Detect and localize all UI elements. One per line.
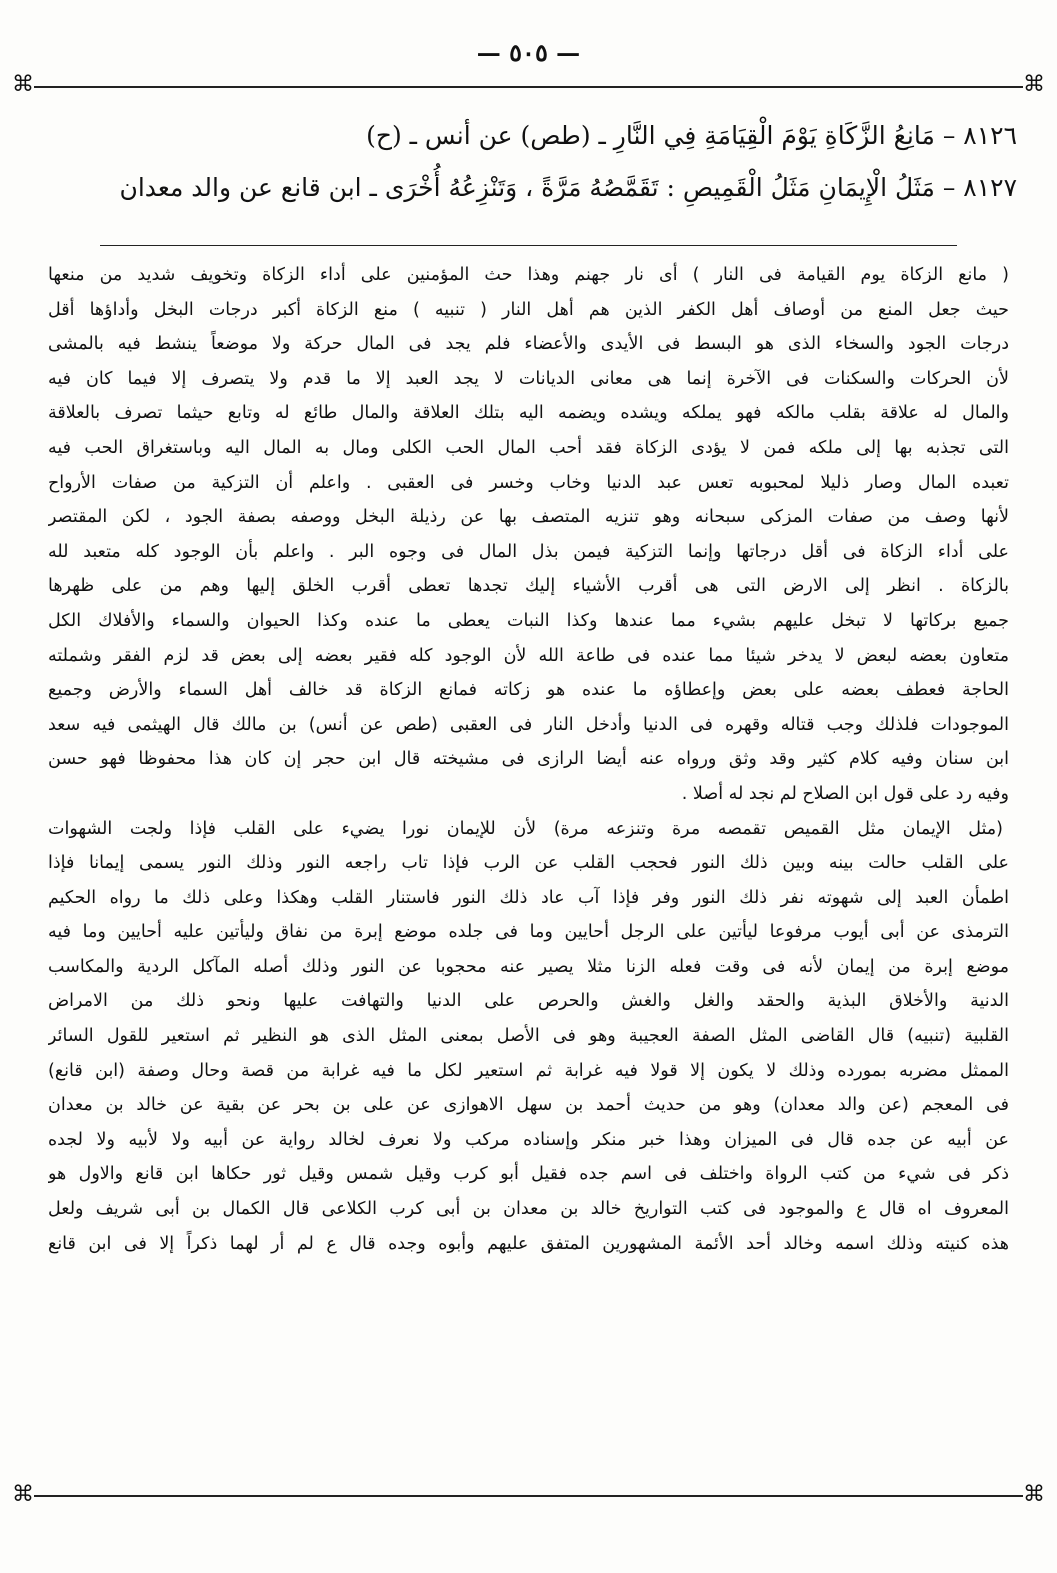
page-number: — ٥٠٥ — bbox=[476, 38, 581, 67]
commentary-text bbox=[48, 258, 1009, 1261]
commentary-line: درجات الجود والسخاء الذى هو البسط فى الأيدى والأعضاء فلم يجد فى المال حركة ولا موضعاً ينشط فيه بالمشى bbox=[48, 334, 1009, 355]
commentary-line: عن أبيه عن جده قال فى الميزان وهذا خبر منكر وإسناده مركب ولا نعرف لخالد رواية عن أبيه ولا لأبيه ولا لجده bbox=[48, 1129, 1009, 1150]
commentary-line: القلبية (تنبيه) قال القاضى المثل الصفة العجيبة وهو فى الأصل بمعنى المثل الذى هو النظير ثم استعير للقول السائر bbox=[48, 1026, 1009, 1047]
commentary-line: فى المعجم (عن والد معدان) وهو من حديث أحمد بن سهل الاهوازى عن على بن بحر عن بقية عن خالد بن معدان bbox=[48, 1095, 1009, 1116]
hadith-entries bbox=[40, 110, 1017, 214]
commentary-line: تعبده المال وصار ذليلا لمحبوبه تعس عبد الدنيا وخاب وخسر فى العقبى . واعلم أن التزكية من صفات الأرواح bbox=[48, 472, 1009, 493]
top-frame-rule bbox=[34, 86, 1023, 88]
corner-ornament-icon: ⌘ bbox=[12, 1482, 34, 1507]
hadith-entry-8127: ٨١٢٧ – مَثَلُ الْإِيمَانِ مَثَلُ الْقَمِيصِ : تَقَمَّصُهُ مَرَّةً ، وَتَنْزِعُهُ أُخْرَى ـ ابن قانع عن والد معدان bbox=[119, 173, 1017, 202]
commentary-line: التى تجذبه بها إلى ملكه فمن لا يؤدى الزكاة فقد أحب المال الحب الكلى ومال به المال اليه وباستغراق الحب فيه bbox=[48, 437, 1009, 458]
commentary-line: والمال له علاقة بقلب مالكه فهو يملكه ويشده ويضمه اليه بتلك العلاقة والمال طائع له وتابع حيثما تصرف بالعلاقة bbox=[48, 403, 1009, 424]
commentary-line: الممثل مضربه بمورده وذلك لا يكون إلا قولا فيه غرابة ثم استعير لكل ما فيه غرابة من قصة وحال وصفة (ابن قانع) bbox=[48, 1060, 1009, 1081]
commentary-line: اطمأن العبد إلى شهوته نفر ذلك النور وفر فإذا آب عاد ذلك النور فاستنار القلب وهكذا وعلى ذلك ما رواه الحكيم bbox=[48, 887, 1009, 908]
commentary-line: لأنها وصف من صفات المزكى سبحانه وهو تنزيه المتصف بها عن رذيلة البخل ووصفه بصفة الجود ، لكن المقتصر bbox=[48, 507, 1009, 528]
commentary-line: ابن سنان وفيه كلام كثير وقد وثق ورواه عنه أيضا الرازى فى مشيخته قال ابن حجر إن كان هذا محفوظا فهو حسن bbox=[48, 749, 1009, 770]
corner-ornament-icon: ⌘ bbox=[12, 72, 34, 97]
commentary-line: موضع إبرة من إيمان لأنه فى وقت فعله الزنا مثلا يصير عنه محجوبا عن النور وذلك أصله المآكل الردية والمكاسب bbox=[48, 956, 1009, 977]
commentary-line: وفيه رد على قول ابن الصلاح لم نجد له أصلا . bbox=[681, 783, 1009, 804]
commentary-line: متعاون بعضه لبعض لا يدخر شيئا مما عنده فى طاعة الله لأن الوجود كله فقير بعضه إلى بعض قد لزم الفقر وشملته bbox=[48, 645, 1009, 666]
commentary-line: هذه كنيته وذلك اسمه وخالد أحد الأئمة المشهورين المتفق عليهم وأبوه وجده قال ع لم أر لهما ذكراً إلا فى ابن قانع bbox=[48, 1233, 1009, 1254]
commentary-line: الحاجة فعطف بعضه على بعض وإعطاؤه ما عنده هو زكاته فمانع الزكاة قد خالف أهل السماء والأرض وجميع bbox=[48, 680, 1009, 701]
commentary-line: ذكر فى شيء من كتب الرواة واختلف فى اسم جده فقيل أبو كرب وقيل شمس وقيل ثور حكاها ابن قانع والاول هو bbox=[48, 1164, 1009, 1185]
section-divider bbox=[100, 245, 957, 246]
commentary-line: الترمذى عن أبى أيوب مرفوعا ليأتين على الرجل أحايين وما فى جلده موضع إبرة من نفاق وليأتين عليه أحايين وما فيه bbox=[48, 922, 1009, 943]
corner-ornament-icon: ⌘ bbox=[1023, 1482, 1045, 1507]
hadith-entry-8126: ٨١٢٦ – مَانِعُ الزَّكَاةِ يَوْمَ الْقِيَامَةِ فِي النَّارِ ـ (طص) عن أنس ـ (ح) bbox=[366, 121, 1017, 150]
commentary-line: جميع بركاتها لا تبخل عليهم بشيء مما عندها وكذا النبات يعطى ما عنده وكذا الحيوان والسماء والأفلاك الكل bbox=[48, 610, 1009, 631]
commentary-line: الموجودات فلذلك وجب قتاله وقهره فى الدنيا وأدخل النار فى العقبى (طص عن أنس) بن مالك قال الهيثمى فيه سعد bbox=[48, 714, 1009, 735]
commentary-line: على أداء الزكاة فى أقل درجاتها وإنما التزكية فيمن بذل المال فى وجوه البر . واعلم بأن الوجود كله متعبد لله bbox=[48, 541, 1009, 562]
commentary-line: بالزكاة . انظر إلى الارض التى هى أقرب الأشياء إليك تجدها تعطى أقرب الخلق إليها وهم من على ظهرها bbox=[48, 576, 1009, 597]
commentary-line: ( مانع الزكاة يوم القيامة فى النار ) أى نار جهنم وهذا حث المؤمنين على أداء الزكاة وتخويف شديد من منعها bbox=[48, 265, 1009, 285]
bottom-frame-rule bbox=[34, 1495, 1023, 1497]
commentary-line: لأن الحركات والسكنات فى الآخرة إنما هى معانى الديانات لا يجد العبد إلا ما قدم ولا يتصرف إلا فيما كان فيه bbox=[48, 368, 1009, 389]
commentary-line: على القلب حالت بينه وبين ذلك النور فحجب القلب عن الرب فإذا تاب راجعه النور وذلك النور يسمى إيمانا فإذا bbox=[48, 853, 1009, 874]
commentary-line: حيث جعل المنع من أوصاف أهل الكفر الذين هم أهل النار ( تنبيه ) منع الزكاة أكبر درجات البخل وأداؤها أقل bbox=[48, 299, 1009, 320]
commentary-line: المعروف اه قال ع والموجود فى كتب التواريخ خالد بن معدان بن أبى كرب الكلاعى قال الكمال بن أبى شريف ولعل bbox=[48, 1199, 1009, 1220]
commentary-line: (مثل الإيمان مثل القميص تقمصه مرة وتنزعه مرة) لأن للإيمان نورا يضيء على القلب فإذا ولجت الشهوات bbox=[48, 818, 1003, 839]
corner-ornament-icon: ⌘ bbox=[1023, 72, 1045, 97]
commentary-line: الدنية والأخلاق البذية والحقد والغل والغش والحرص على الدنيا والتهافت عليها ونحو ذلك من الامراض bbox=[48, 991, 1009, 1012]
